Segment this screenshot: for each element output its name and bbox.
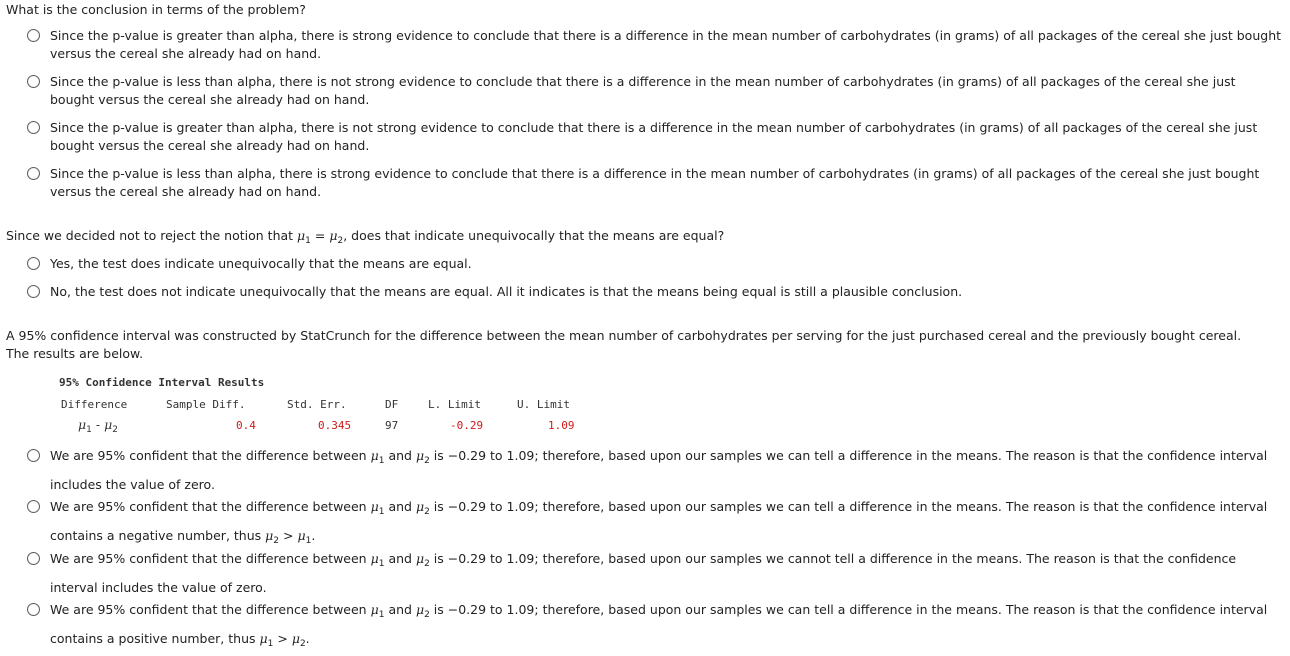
row-label-mu1-minus-mu2: $\mu_1 - \mu_2$ bbox=[78, 417, 118, 435]
cell-l-limit: -0.29 bbox=[450, 419, 484, 432]
cell-u-limit: 1.09 bbox=[548, 419, 575, 432]
q1-option-1-label: Since the p-value is greater than alpha, there is strong evidence to conclude that there is a difference in the mean number of carbohydrates (in grams) of all packages of the cereal she just bought versus the cereal she already had on hand. bbox=[50, 28, 1282, 61]
q1-radio-4[interactable] bbox=[27, 167, 40, 180]
q1-option-1[interactable] bbox=[27, 27, 1282, 63]
q3-option-1-label: We are 95% confident that the difference between $\mu_1$ and $\mu_2$ is −0.29 to 1.09; therefore, based upon our samples we can tell a difference in the means. The reason is that the confidence interval includes the value of zero. bbox=[50, 448, 1268, 492]
q3-option-4-label: We are 95% confident that the difference between $\mu_1$ and $\mu_2$ is −0.29 to 1.09; therefore, based upon our samples we can tell a difference in the means. The reason is that the confidence interval contains a positive number, thus $\mu_1 > \mu_2$. bbox=[50, 602, 1268, 649]
q2-option-2-label: No, the test does not indicate unequivocally that the means are equal. All it indicates is that the means being equal is still a plausible conclusion. bbox=[50, 284, 963, 299]
cell-sample-diff: 0.4 bbox=[236, 419, 256, 432]
q3-option-3[interactable] bbox=[27, 547, 1282, 599]
q1-option-2-label: Since the p-value is less than alpha, there is not strong evidence to conclude that there is a difference in the mean number of carbohydrates (in grams) of all packages of the cereal she just bought versus the cereal she already had on hand. bbox=[50, 74, 1236, 107]
q3-option-2[interactable] bbox=[27, 495, 1282, 553]
q1-option-2[interactable] bbox=[27, 73, 1282, 109]
question-2-prompt: Since we decided not to reject the notion that $\mu_1 = \mu_2$, does that indicate unequivocally that the means are equal? bbox=[6, 228, 725, 246]
q1-option-4[interactable] bbox=[27, 165, 1282, 201]
q3-radio-4[interactable] bbox=[27, 603, 40, 616]
mu-symbol: μ bbox=[329, 228, 338, 243]
table-title: 95% Confidence Interval Results bbox=[59, 376, 265, 389]
mu-symbol: μ bbox=[297, 228, 306, 243]
header-u-limit: U. Limit bbox=[517, 398, 570, 411]
q3-option-3-label: We are 95% confident that the difference between $\mu_1$ and $\mu_2$ is −0.29 to 1.09; therefore, based upon our samples we cannot tell a difference in the means. The reason is that the confidence interval includes the value of zero. bbox=[50, 551, 1237, 595]
question-1-prompt: What is the conclusion in terms of the problem? bbox=[6, 2, 306, 17]
q2-option-1-label: Yes, the test does indicate unequivocally that the means are equal. bbox=[50, 256, 472, 271]
q2-option-1[interactable] bbox=[27, 255, 1282, 273]
q3-radio-1[interactable] bbox=[27, 449, 40, 462]
q3-option-2-label: We are 95% confident that the difference between $\mu_1$ and $\mu_2$ is −0.29 to 1.09; therefore, based upon our samples we can tell a difference in the means. The reason is that the confidence interval contains a negative number, thus $\mu_2 > \mu_1$. bbox=[50, 499, 1268, 546]
header-difference: Difference bbox=[61, 398, 128, 411]
q3-radio-2[interactable] bbox=[27, 500, 40, 513]
q3-option-4[interactable] bbox=[27, 598, 1282, 656]
header-l-limit: L. Limit bbox=[428, 398, 481, 411]
cell-std-err: 0.345 bbox=[318, 419, 352, 432]
q3-option-1[interactable] bbox=[27, 444, 1282, 496]
header-sample-diff: Sample Diff. bbox=[166, 398, 246, 411]
q1-radio-3[interactable] bbox=[27, 121, 40, 134]
header-df: DF bbox=[385, 398, 399, 411]
q2-radio-1[interactable] bbox=[27, 257, 40, 270]
q1-option-3-label: Since the p-value is greater than alpha, there is not strong evidence to conclude that there is a difference in the mean number of carbohydrates (in grams) of all packages of the cereal she just bought versus the cereal she already had on hand. bbox=[50, 120, 1258, 153]
q1-radio-1[interactable] bbox=[27, 29, 40, 42]
q2-option-2[interactable] bbox=[27, 283, 1282, 301]
q2-radio-2[interactable] bbox=[27, 285, 40, 298]
q1-radio-2[interactable] bbox=[27, 75, 40, 88]
q3-radio-3[interactable] bbox=[27, 552, 40, 565]
q1-option-3[interactable] bbox=[27, 119, 1282, 155]
cell-df: 97 bbox=[385, 419, 399, 432]
q1-option-4-label: Since the p-value is less than alpha, there is strong evidence to conclude that there is a difference in the mean number of carbohydrates (in grams) of all packages of the cereal she just bought versus the cereal she already had on hand. bbox=[50, 166, 1260, 199]
header-std-err: Std. Err. bbox=[287, 398, 347, 411]
question-3-intro: A 95% confidence interval was constructed by StatCrunch for the difference between the mean number of carbohydrates per serving for the just purchased cereal and the previously bought cereal. The results are below. bbox=[6, 328, 1242, 361]
